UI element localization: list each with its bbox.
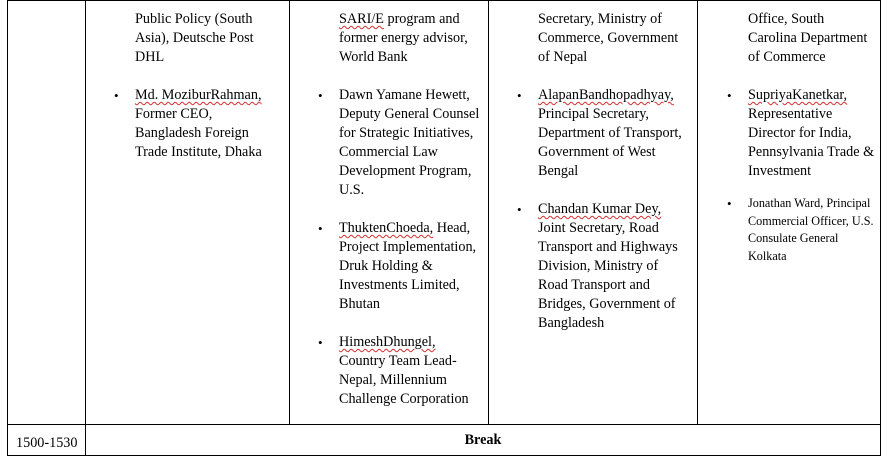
- speaker-name: HimeshDhungel,: [339, 334, 436, 350]
- continuation-text: Office, South Carolina Department of Commerce: [748, 11, 868, 65]
- speaker-list: [114, 86, 275, 162]
- bullet-icon: •: [517, 202, 522, 217]
- list-item: [114, 86, 275, 162]
- speaker-desc: Principal Commercial Officer, U.S. Consulate General Kolkata: [748, 196, 874, 263]
- speaker-desc: Country Team Lead- Nepal, Millennium Challenge Corporation: [339, 353, 469, 407]
- speaker-name: AlapanBandhopadhyay,: [538, 87, 674, 103]
- speaker-name: Jonathan Ward,: [748, 196, 824, 210]
- list-item: [318, 333, 482, 409]
- sari-e-label: SARI/E: [339, 11, 384, 27]
- break-row: [8, 425, 881, 456]
- speakers-row: [8, 1, 881, 425]
- bullet-icon: •: [517, 88, 522, 103]
- speaker-desc: Deputy General Counsel for Strategic Initiatives, Commercial Law Development Program, U.S.: [339, 106, 480, 198]
- list-item: [318, 86, 482, 200]
- speaker-column-4: [698, 1, 881, 425]
- bullet-icon: •: [114, 88, 119, 103]
- bullet-icon: •: [318, 335, 323, 350]
- continuation-text: Public Policy (South Asia), Deutsche Post DHL: [135, 11, 254, 65]
- speaker-name: Chandan Kumar Dey,: [538, 201, 662, 217]
- continuation-rest: program and former energy advisor, World Bank: [339, 11, 468, 65]
- speaker-desc: Principal Secretary, Department of Transport, Government of West Bengal: [538, 106, 682, 179]
- list-item: [727, 86, 875, 181]
- break-label: Break: [86, 425, 881, 456]
- agenda-table: [7, 0, 881, 456]
- continuation-text: Secretary, Ministry of Commerce, Government of Nepal: [538, 11, 679, 65]
- list-item: [517, 86, 688, 181]
- speaker-desc: Head, Project Implementation, Druk Holding & Investments Limited, Bhutan: [339, 220, 477, 312]
- bullet-icon: •: [727, 196, 732, 211]
- speaker-column-3: [489, 1, 698, 425]
- speaker-column-1: [86, 1, 290, 425]
- list-item: [727, 195, 875, 265]
- speaker-name: Md. MoziburRahman,: [135, 87, 262, 103]
- time-cell-empty: [8, 1, 86, 425]
- speaker-desc: Joint Secretary, Road Transport and Highways Division, Ministry of Road Transport and Bridges, Government of Bangladesh: [538, 220, 678, 331]
- speaker-list: [318, 86, 482, 409]
- bullet-icon: •: [318, 88, 323, 103]
- list-item: [318, 219, 482, 314]
- time-slot: 1500-1530: [8, 425, 86, 456]
- speaker-name: ThuktenChoeda,: [339, 220, 434, 236]
- bullet-icon: •: [727, 88, 732, 103]
- speaker-desc: Former CEO, Bangladesh Foreign Trade Institute, Dhaka: [135, 106, 262, 160]
- continuation-text: [339, 10, 482, 67]
- speaker-name: SupriyaKanetkar,: [748, 87, 848, 103]
- speaker-column-2: [290, 1, 489, 425]
- speaker-list: [517, 86, 688, 333]
- speaker-list: [727, 86, 875, 265]
- speaker-name: Dawn Yamane Hewett,: [339, 87, 470, 103]
- bullet-icon: •: [318, 221, 323, 236]
- speaker-desc: Representative Director for India, Pennsylvania Trade & Investment: [748, 106, 875, 179]
- list-item: [517, 200, 688, 333]
